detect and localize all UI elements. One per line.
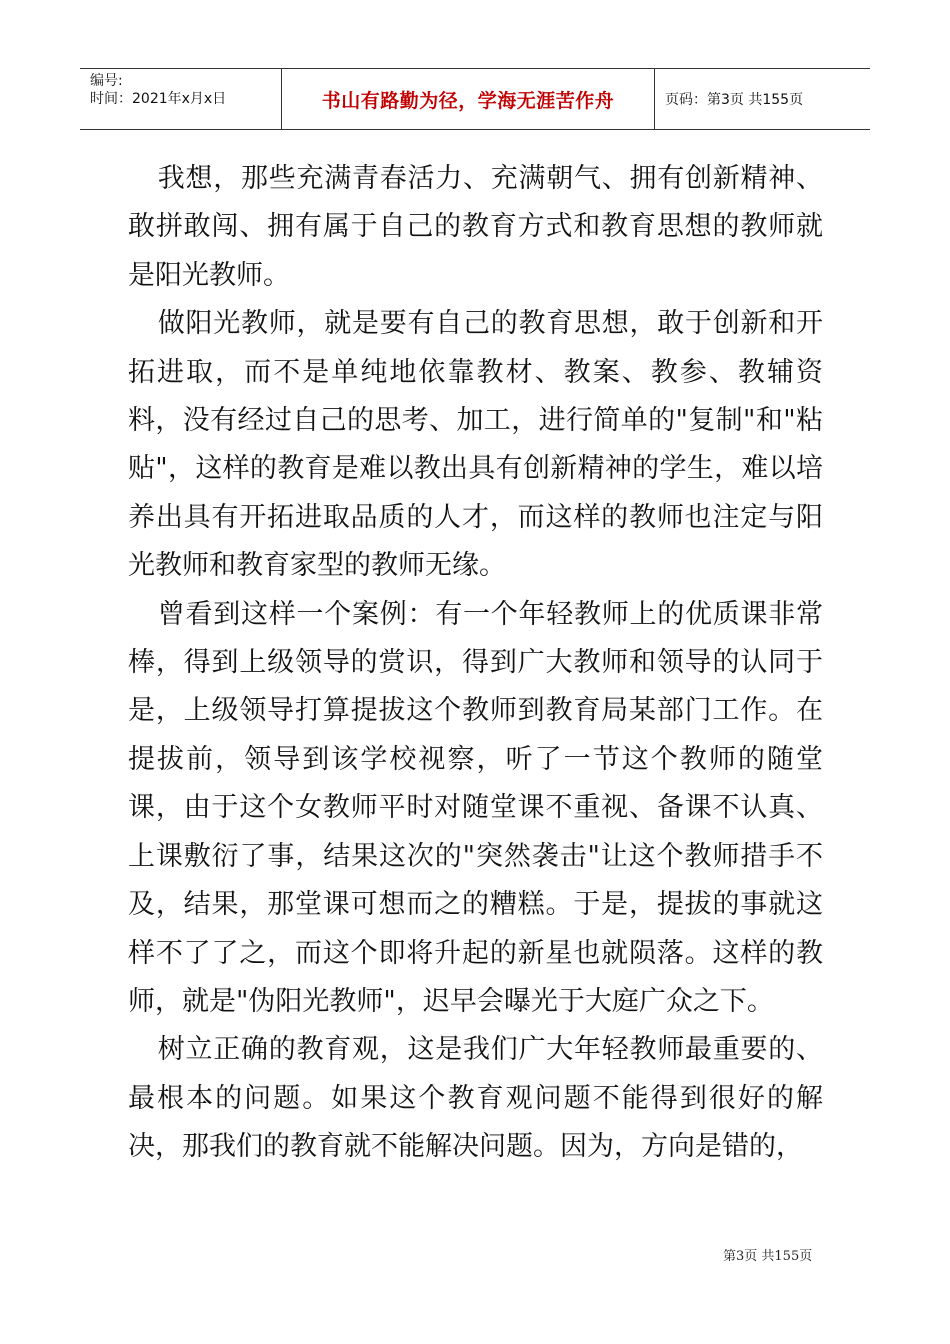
paragraph: 曾看到这样一个案例：有一个年轻教师上的优质课非常棒，得到上级领导的赏识，得到广大教师和领导的认同于是，上级领导打算提拔这个教师到教育局某部门工作。在提拔前，领导到该学校视察，听了一节这个教师的随堂课，由于这个女教师平时对随堂课不重视、备课不认真、上课敷衍了事，结果这次的"突然袭击"让这个教师措手不及，结果，那堂课可想而之的糟糕。于是，提拔的事就这样不了了之，而这个即将升起的新星也就陨落。这样的教师，就是"伪阳光教师"，迟早会曝光于大庭广众之下。 <box>128 598 823 1017</box>
paragraph: 树立正确的教育观，这是我们广大年轻教师最重要的、最根本的问题。如果这个教育观问题不能得到很好的解决，那我们的教育就不能解决问题。因为，方向是错的， <box>128 1034 823 1163</box>
page-header <box>80 68 870 130</box>
header-meta <box>80 69 282 129</box>
page-footer-number: 第3页 共155页 <box>723 1249 813 1264</box>
paragraph: 我想，那些充满青春活力、充满朝气、拥有创新精神、敢拼敢闯、拥有属于自己的教育方式和教育思想的教师就是阳光教师。 <box>128 163 823 291</box>
paragraph: 做阳光教师，就是要有自己的教育思想，敢于创新和开拓进取，而不是单纯地依靠教材、教案、教参、教辅资料，没有经过自己的思考、加工，进行简单的"复制"和"粘贴"，这样的教育是难以教出具有创新精神的学生，难以培养出具有开拓进取品质的人才，而这样的教师也注定与阳光教师和教育家型的教师无缘。 <box>128 308 823 582</box>
document-body <box>128 155 823 1172</box>
header-page-number: 页码：第3页 共155页 <box>665 92 804 108</box>
document-number-label: 编号: <box>90 73 123 89</box>
header-motto: 书山有路勤为径，学海无涯苦作舟 <box>282 69 655 129</box>
document-date: 时间：2021年x月x日 <box>90 91 227 107</box>
